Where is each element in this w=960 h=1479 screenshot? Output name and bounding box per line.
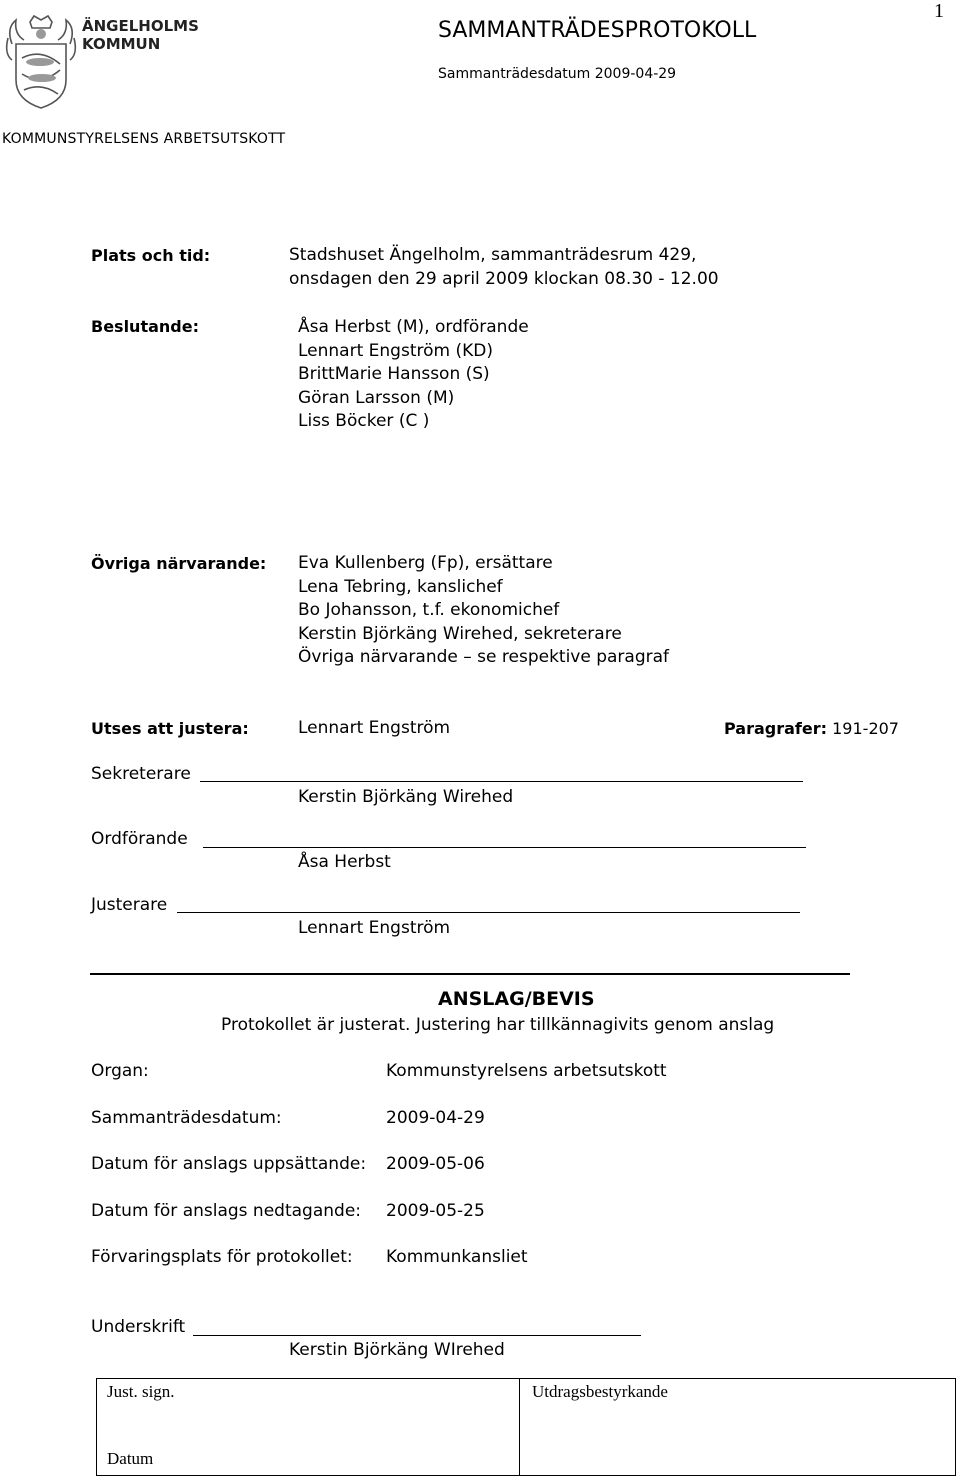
paragraphs: [724, 719, 899, 738]
notice-row-value: 2009-05-06: [386, 1154, 485, 1174]
others-member: Lena Tebring, kanslichef: [298, 576, 503, 597]
section-divider: [90, 973, 850, 975]
place-line: Stadshuset Ängelholm, sammanträdesrum 429,: [289, 245, 697, 265]
just-sign-label: Just. sign.: [107, 1382, 175, 1401]
page-number: 1: [934, 0, 944, 22]
signature-role: Ordförande: [91, 829, 188, 849]
others-member: Kerstin Björkäng Wirehed, sekreterare: [298, 623, 622, 644]
signature-name: Åsa Herbst: [298, 852, 391, 872]
signature-line: [193, 1335, 641, 1336]
notice-row-label: Datum för anslags nedtagande:: [91, 1201, 361, 1221]
place-value: [289, 244, 719, 291]
meeting-date: Sammanträdesdatum 2009-04-29: [438, 66, 677, 82]
deciding-member: Göran Larsson (M): [298, 387, 455, 408]
signature-block-name: Kerstin Björkäng WIrehed: [289, 1340, 505, 1360]
others-label: Övriga närvarande:: [91, 554, 267, 573]
deciding-member: Lennart Engström (KD): [298, 340, 493, 361]
signature-name: Lennart Engström: [298, 918, 451, 938]
municipality-coat-of-arms-logo: [2, 14, 80, 112]
others-member: Eva Kullenberg (Fp), ersättare: [298, 553, 553, 573]
notice-row-value: 2009-05-25: [386, 1201, 485, 1221]
notice-row-label: Sammanträdesdatum:: [91, 1108, 282, 1128]
signature-line: [203, 847, 806, 848]
deciding-list: [298, 316, 529, 434]
paragraphs-label: Paragrafer:: [724, 719, 828, 738]
signature-box-divider: [519, 1379, 520, 1475]
signature-line: [177, 912, 800, 913]
notice-text: Protokollet är justerat. Justering har tillkännagivits genom anslag: [221, 1015, 775, 1035]
notice-row-value: 2009-04-29: [386, 1108, 485, 1128]
datum-label: Datum: [107, 1449, 154, 1468]
verify-label: Utses att justera:: [91, 719, 249, 738]
org-name-line1: ÄNGELHOLMS: [82, 17, 199, 35]
deciding-member: Liss Böcker (C ): [298, 411, 430, 431]
paragraphs-value: 191-207: [832, 719, 899, 738]
signature-name: Kerstin Björkäng Wirehed: [298, 787, 514, 807]
others-list: [298, 552, 669, 670]
org-name: [82, 17, 199, 53]
signature-role: Sekreterare: [91, 764, 191, 784]
notice-row-value: Kommunstyrelsens arbetsutskott: [386, 1061, 667, 1081]
org-name-line2: KOMMUN: [82, 35, 161, 53]
notice-title: ANSLAG/BEVIS: [438, 988, 595, 1010]
place-label: Plats och tid:: [91, 246, 211, 265]
verify-name: Lennart Engström: [298, 718, 451, 738]
signature-line: [200, 781, 803, 782]
committee-name: KOMMUNSTYRELSENS ARBETSUTSKOTT: [2, 131, 286, 147]
notice-row-label: Organ:: [91, 1061, 149, 1081]
notice-row-label: Förvaringsplats för protokollet:: [91, 1247, 353, 1267]
extract-label: Utdragsbestyrkande: [532, 1382, 668, 1401]
signature-role: Justerare: [91, 895, 168, 915]
document-title: SAMMANTRÄDESPROTOKOLL: [438, 18, 757, 43]
others-member: Bo Johansson, t.f. ekonomichef: [298, 600, 560, 620]
others-member: Övriga närvarande – se respektive paragraf: [298, 647, 670, 667]
deciding-member: BrittMarie Hansson (S): [298, 364, 490, 384]
signature-box: [96, 1378, 956, 1476]
place-line: onsdagen den 29 april 2009 klockan 08.30 - 12.00: [289, 268, 719, 289]
deciding-member: Åsa Herbst (M), ordförande: [298, 317, 529, 337]
notice-row-label: Datum för anslags uppsättande:: [91, 1154, 367, 1174]
notice-row-value: Kommunkansliet: [386, 1247, 528, 1267]
deciding-label: Beslutande:: [91, 317, 199, 336]
signature-label: Underskrift: [91, 1317, 186, 1337]
